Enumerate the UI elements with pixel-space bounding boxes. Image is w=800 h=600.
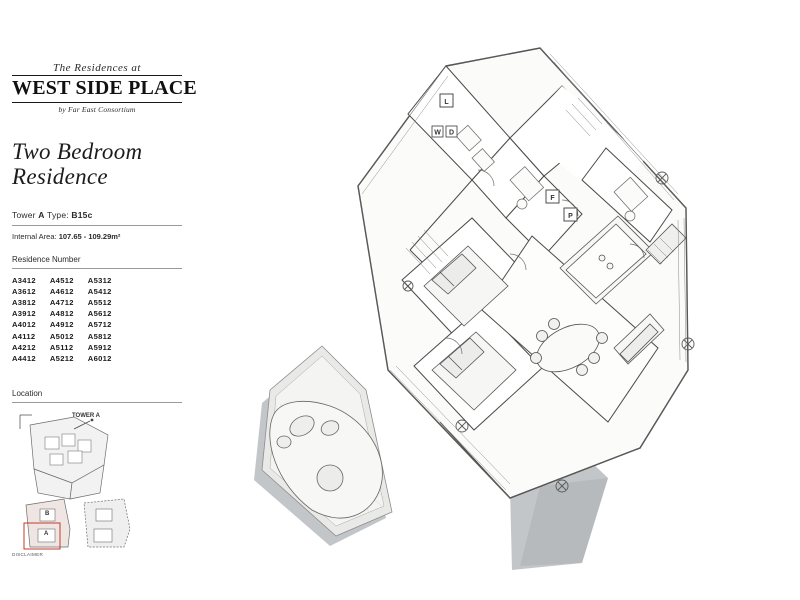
residence-column-2 [50,276,74,363]
list-item: A4712 [49,298,74,308]
list-item: A4212 [12,342,36,352]
residence-column-1 [12,276,36,363]
list-item: A4412 [12,353,36,363]
divider-residence [12,268,182,269]
list-item: A3412 [12,275,36,285]
laundry-marker-label: L [444,99,449,106]
internal-area-label: Internal Area: [12,231,57,241]
location-heading: Location [12,388,43,398]
divider-after-tower [12,225,182,226]
dryer-marker-label: D [448,129,455,137]
pantry-marker-label: P [568,213,573,220]
tower-type-line [12,210,182,220]
list-item: A4012 [12,320,36,330]
floorplan-drawing [210,18,790,588]
list-item: A5212 [49,353,74,363]
internal-area-value: 107.65 - 109.29m² [58,231,121,241]
fridge-marker-label: F [550,195,555,202]
floorplan-svg [210,18,790,588]
key-plan-tower-marker: TOWER A [72,412,100,419]
list-item: A4812 [49,309,74,319]
disclaimer-label: DISCLAIMER [12,551,44,557]
brand-block [12,62,197,114]
list-item: A3812 [12,298,36,308]
residence-number-grid [12,276,182,363]
location-key-plan [12,407,182,557]
plan-title-line-1: Two Bedroom [12,139,143,164]
list-item: A5612 [87,309,112,319]
list-item: A5112 [49,342,74,352]
brand-title: WEST SIDE PLACE [12,77,197,99]
info-panel [12,62,197,557]
list-item: A4912 [49,320,74,330]
list-item: A3612 [12,286,36,296]
washer-marker-label: W [434,129,441,137]
brand-divider-bottom [12,102,182,103]
list-item: A6012 [87,353,112,363]
plan-title [12,140,182,190]
list-item: A4612 [49,286,74,296]
list-item: A5412 [87,286,112,296]
list-item: A5912 [87,342,112,352]
residence-number-heading: Residence Number [12,254,81,264]
tower-label: Tower [12,209,36,220]
brand-divider-top [12,75,182,76]
location-key-plan-svg [12,407,182,557]
plan-title-line-2: Residence [12,163,108,189]
divider-location [12,402,182,403]
list-item: A4112 [12,331,36,341]
key-plan-block-b: B [45,510,50,517]
type-value: B15c [71,209,93,220]
list-item: A3912 [12,309,36,319]
type-label: Type: [47,209,69,220]
key-plan-block-a: A [44,530,49,537]
list-item: A5712 [87,320,112,330]
internal-area-line [12,232,182,241]
tower-value: A [38,209,45,220]
list-item: A5512 [87,298,112,308]
residence-column-3 [88,276,112,363]
list-item: A4512 [49,275,74,285]
brand-subtitle: by Far East Consortium [58,105,136,114]
list-item: A5012 [49,331,74,341]
list-item: A5812 [87,331,112,341]
list-item: A5312 [87,275,112,285]
brand-pretitle: The Residences at [53,62,141,74]
